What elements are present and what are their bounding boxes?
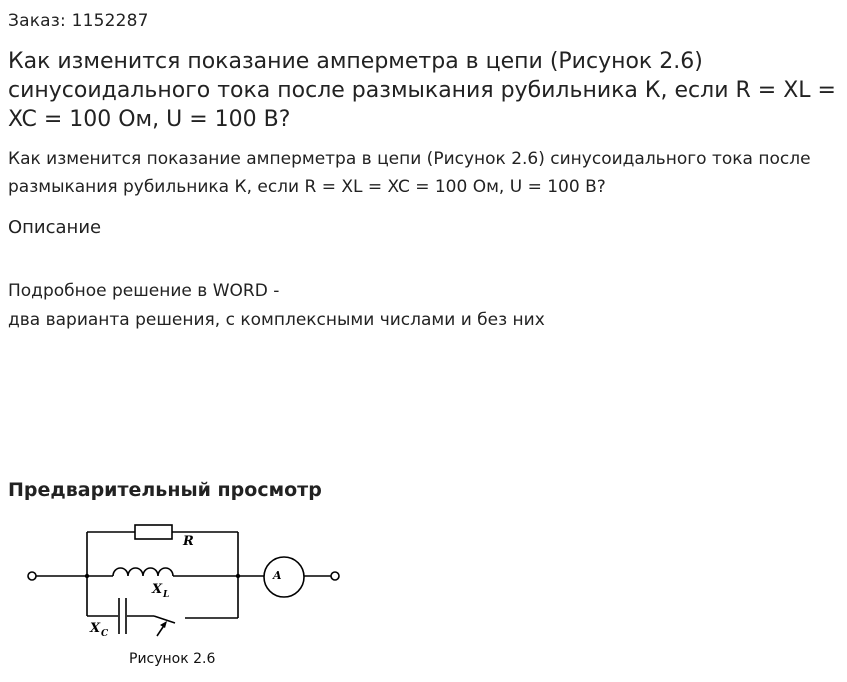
resistor-label: R [183,534,194,549]
output-terminal [331,572,339,580]
inductor-label: X [152,582,163,597]
inductor-label-sub: L [163,590,170,600]
description-heading: Описание [8,217,102,238]
ammeter-label: A [273,569,282,582]
junction-dot [85,574,89,578]
capacitor-label: X [90,621,101,636]
ammeter [264,557,304,597]
resistor [135,525,172,539]
page-title: Как изменится показание амперметра в цепи (Рисунок 2.6) синусоидального тока после размыкания рубильника К, если R = XL = XC = 100 Ом, U = 100 В? [8,49,836,132]
switch-arrow-icon [160,621,167,628]
description-line: два варианта решения, с комплексными числами и без них [8,310,545,330]
figure-caption: Рисунок 2.6 [129,651,216,667]
junction-dot [236,574,240,578]
circuit-diagram [20,514,360,650]
preview-heading: Предварительный просмотр [8,479,322,501]
question-text: Как изменится показание амперметра в цепи (Рисунок 2.6) синусоидального тока после размыкания рубильника К, если R = XL = XC = 100 Ом, U = 100 В? [8,149,811,197]
capacitor-label-sub: C [101,629,109,639]
inductor [113,568,173,576]
description-line: Подробное решение в WORD - [8,281,280,301]
circuit-figure [20,514,360,676]
input-terminal [28,572,36,580]
order-number: Заказ: 1152287 [8,11,149,31]
switch-blade [154,616,175,623]
